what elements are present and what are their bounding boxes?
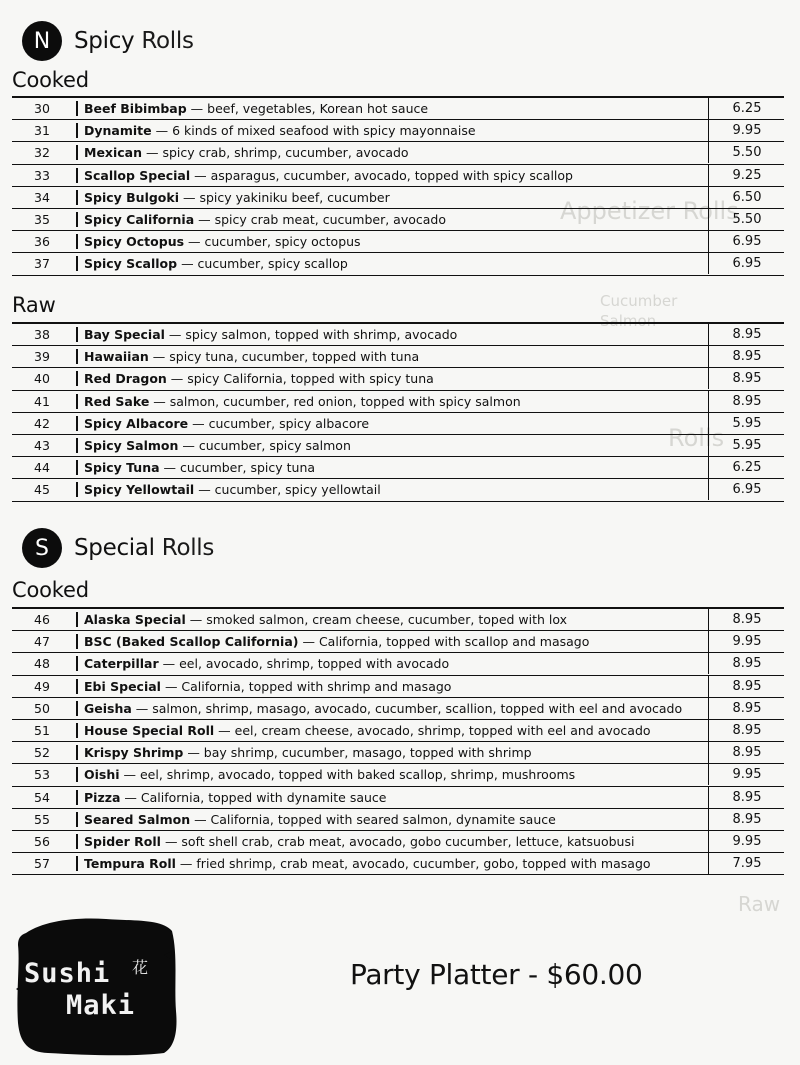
item-name: Spicy Yellowtail — [84, 482, 195, 498]
item-price: 8.95 — [708, 742, 785, 763]
item-name: Geisha — [84, 700, 132, 716]
item-description — [76, 190, 716, 205]
item-number: 49 — [34, 678, 50, 694]
section-title-special — [74, 535, 214, 561]
item-ingredients: — fried shrimp, crab meat, avocado, cucumber, gobo, topped with masago — [175, 856, 651, 872]
item-number: 34 — [34, 189, 50, 205]
item-number: 37 — [34, 256, 50, 272]
menu-item-row — [12, 231, 784, 253]
item-description — [76, 790, 716, 805]
item-description — [76, 812, 716, 827]
item-description — [76, 168, 716, 183]
item-price: 6.95 — [708, 253, 785, 274]
menu-item-row — [12, 98, 784, 120]
item-ingredients: — 6 kinds of mixed seafood with spicy mayonnaise — [151, 123, 476, 139]
item-name: Spider Roll — [84, 833, 161, 849]
item-ingredients: — salmon, cucumber, red onion, topped with spicy salmon — [149, 393, 521, 409]
ghost-appetizer-heading: Appetizer Rolls — [560, 197, 739, 225]
item-price: 8.95 — [708, 346, 785, 367]
menu-item-row — [12, 831, 784, 853]
item-ingredients: — smoked salmon, cream cheese, cucumber, toped with lox — [185, 612, 568, 627]
item-price: 9.25 — [708, 165, 785, 186]
ghost-raw-heading: Raw — [738, 892, 781, 916]
category-title-special-cooked: Cooked — [12, 578, 89, 602]
item-name: BSC (Baked Scallop California) — [84, 634, 299, 650]
item-number: 53 — [34, 767, 50, 783]
item-price: 8.95 — [708, 368, 785, 389]
item-name: Pizza — [84, 789, 121, 805]
item-name: Hawaiian — [84, 349, 149, 365]
item-price: 7.95 — [708, 853, 785, 874]
item-number: 56 — [34, 833, 50, 849]
item-description — [76, 656, 716, 671]
item-name: Dynamite — [84, 123, 152, 139]
item-description — [76, 349, 716, 364]
item-price: 6.95 — [708, 231, 785, 252]
item-ingredients: — spicy yakiniku beef, cucumber — [179, 189, 390, 205]
menu-item-row — [12, 609, 784, 631]
item-name: Beef Bibimbap — [84, 101, 187, 116]
item-number: 52 — [34, 745, 50, 761]
item-name: Spicy Tuna — [84, 460, 160, 476]
menu-item-row — [12, 209, 784, 231]
item-name: Caterpillar — [84, 656, 159, 672]
item-name: Mexican — [84, 145, 143, 161]
menu-item-row — [12, 853, 784, 875]
item-number: 41 — [34, 393, 50, 409]
item-number: 31 — [34, 123, 50, 139]
item-description — [76, 416, 716, 431]
item-ingredients: — California, topped with seared salmon, dynamite sauce — [190, 811, 556, 827]
item-price: 8.95 — [708, 787, 785, 808]
item-description — [76, 856, 716, 871]
section-header-spicy — [22, 20, 194, 62]
item-ingredients: — cucumber, spicy yellowtail — [194, 482, 381, 498]
item-ingredients: — spicy salmon, topped with shrimp, avocado — [164, 327, 458, 342]
item-ingredients: — spicy crab meat, cucumber, avocado — [194, 211, 447, 227]
section-title-word: Spicy — [74, 28, 135, 54]
item-number: 42 — [34, 415, 50, 431]
item-name: Seared Salmon — [84, 811, 191, 827]
item-ingredients: — cucumber, spicy octopus — [184, 234, 361, 250]
section-title-spicy — [74, 28, 194, 54]
item-price: 6.95 — [708, 479, 785, 500]
item-name: Ebi Special — [84, 678, 161, 694]
section-header-special — [22, 527, 214, 569]
item-name: Spicy Scallop — [84, 256, 178, 272]
item-price: 8.95 — [708, 324, 785, 345]
item-price: 8.95 — [708, 809, 785, 830]
item-price: 6.25 — [708, 98, 785, 119]
item-name: Scallop Special — [84, 167, 191, 183]
item-name: Tempura Roll — [84, 856, 176, 872]
item-number: 54 — [34, 789, 50, 805]
item-number: 35 — [34, 211, 50, 227]
item-ingredients: — beef, vegetables, Korean hot sauce — [186, 101, 429, 116]
menu-item-row — [12, 391, 784, 413]
item-ingredients: — California, topped with dynamite sauce — [120, 789, 387, 805]
item-ingredients: — eel, shrimp, avocado, topped with baked scallop, shrimp, mushrooms — [119, 767, 576, 783]
item-price: 9.95 — [708, 831, 785, 852]
item-name: Spicy California — [84, 211, 195, 227]
item-ingredients: — California, topped with shrimp and masago — [160, 678, 452, 694]
item-number: 45 — [34, 482, 50, 498]
item-number: 47 — [34, 634, 50, 650]
menu-item-row — [12, 324, 784, 346]
item-description — [76, 767, 716, 782]
item-ingredients: — spicy crab, shrimp, cucumber, avocado — [142, 145, 409, 161]
menu-item-row — [12, 479, 784, 501]
item-name: Krispy Shrimp — [84, 745, 184, 761]
item-price: 9.95 — [708, 631, 785, 652]
item-description — [76, 438, 716, 453]
item-description — [76, 371, 716, 386]
item-number: 50 — [34, 700, 50, 716]
item-number: 55 — [34, 811, 50, 827]
item-number: 48 — [34, 656, 50, 672]
item-name: Spicy Salmon — [84, 437, 179, 453]
menu-item-row — [12, 368, 784, 390]
item-price: 6.50 — [708, 187, 785, 208]
item-price: 8.95 — [708, 653, 785, 674]
section-title-word: Rolls — [141, 28, 194, 54]
menu-item-row — [12, 698, 784, 720]
item-description — [76, 394, 716, 409]
item-number: 38 — [34, 327, 50, 342]
item-ingredients: — eel, cream cheese, avocado, shrimp, topped with eel and avocado — [214, 722, 651, 738]
item-description — [76, 834, 716, 849]
ghost-cucumber-label: Cucumber — [600, 292, 678, 310]
menu-table-special-cooked — [12, 607, 784, 875]
menu-item-row — [12, 346, 784, 368]
item-ingredients: — salmon, shrimp, masago, avocado, cucumber, scallion, topped with eel and avocado — [131, 700, 683, 716]
item-price: 5.50 — [708, 142, 785, 163]
ghost-rolls-heading: Rolls — [668, 424, 725, 452]
menu-item-row — [12, 631, 784, 653]
item-name: Red Dragon — [84, 371, 167, 387]
item-name: House Special Roll — [84, 722, 215, 738]
item-number: 40 — [34, 371, 50, 387]
item-name: Spicy Octopus — [84, 234, 185, 250]
menu-item-row — [12, 413, 784, 435]
item-description — [76, 679, 716, 694]
item-description — [76, 145, 716, 160]
menu-table-spicy-raw — [12, 322, 784, 502]
item-name: Spicy Albacore — [84, 415, 189, 431]
item-number: 57 — [34, 856, 50, 872]
item-number: 43 — [34, 437, 50, 453]
svg-text:花: 花 — [132, 958, 149, 977]
item-ingredients: — cucumber, spicy tuna — [159, 460, 316, 476]
item-price: 8.95 — [708, 698, 785, 719]
item-price: 5.95 — [708, 435, 785, 456]
menu-item-row — [12, 720, 784, 742]
menu-item-row — [12, 653, 784, 675]
item-description — [76, 101, 716, 116]
item-ingredients: — cucumber, spicy scallop — [177, 256, 348, 272]
item-description — [76, 256, 716, 271]
menu-item-row — [12, 435, 784, 457]
menu-item-row — [12, 120, 784, 142]
item-name: Oishi — [84, 767, 120, 783]
item-price: 8.95 — [708, 720, 785, 741]
item-ingredients: — spicy tuna, cucumber, topped with tuna — [148, 349, 420, 365]
item-number: 33 — [34, 167, 50, 183]
item-ingredients: — cucumber, spicy salmon — [178, 437, 351, 453]
item-ingredients: — soft shell crab, crab meat, avocado, gobo cucumber, lettuce, katsuobusi — [160, 833, 635, 849]
item-ingredients: — cucumber, spicy albacore — [188, 415, 370, 431]
section-badge-n: N — [22, 21, 62, 61]
item-name: Bay Special — [84, 327, 165, 342]
item-description — [76, 634, 716, 649]
item-price: 5.95 — [708, 413, 785, 434]
item-price: 8.95 — [708, 676, 785, 697]
section-title-word: Rolls — [161, 535, 215, 561]
item-ingredients: — spicy California, topped with spicy tuna — [166, 371, 434, 387]
party-platter-price: Party Platter - $60.00 — [350, 958, 643, 991]
item-number: 32 — [34, 145, 50, 161]
logo-line1: Sushi — [24, 958, 111, 989]
item-ingredients: — bay shrimp, cucumber, masago, topped with shrimp — [183, 745, 532, 761]
item-price: 5.50 — [708, 209, 785, 230]
section-badge-s: S — [22, 528, 62, 568]
menu-item-row — [12, 457, 784, 479]
item-description — [76, 723, 716, 738]
item-name: Red Sake — [84, 393, 150, 409]
item-description — [76, 701, 716, 716]
item-number: 30 — [34, 101, 50, 116]
menu-item-row — [12, 809, 784, 831]
item-number: 39 — [34, 349, 50, 365]
item-ingredients: — California, topped with scallop and masago — [298, 634, 590, 650]
item-price: 8.95 — [708, 609, 785, 630]
item-number: 36 — [34, 234, 50, 250]
item-price: 8.95 — [708, 391, 785, 412]
item-price: 9.95 — [708, 120, 785, 141]
item-description — [76, 327, 716, 342]
logo-line2: Maki — [66, 990, 136, 1021]
menu-item-row — [12, 165, 784, 187]
category-title-spicy-cooked: Cooked — [12, 68, 89, 92]
item-number: 51 — [34, 722, 50, 738]
item-name: Spicy Bulgoki — [84, 189, 179, 205]
item-description — [76, 460, 716, 475]
logo-text — [24, 958, 135, 1022]
ghost-salmon-label: Salmon — [600, 312, 657, 330]
item-description — [76, 234, 716, 249]
section-title-word: Special — [74, 535, 155, 561]
menu-item-row — [12, 676, 784, 698]
item-price: 6.25 — [708, 457, 785, 478]
menu-item-row — [12, 253, 784, 275]
item-description — [76, 745, 716, 760]
menu-item-row — [12, 187, 784, 209]
item-ingredients: — asparagus, cucumber, avocado, topped with spicy scallop — [190, 167, 573, 183]
item-name: Alaska Special — [84, 612, 186, 627]
item-number: 46 — [34, 612, 50, 627]
menu-item-row — [12, 764, 784, 786]
item-description — [76, 482, 716, 497]
menu-item-row — [12, 787, 784, 809]
item-price: 9.95 — [708, 764, 785, 785]
item-description — [76, 123, 716, 138]
item-ingredients: — eel, avocado, shrimp, topped with avocado — [158, 656, 450, 672]
item-description — [76, 612, 716, 627]
item-number: 44 — [34, 460, 50, 476]
menu-item-row — [12, 742, 784, 764]
item-description — [76, 212, 716, 227]
menu-table-spicy-cooked — [12, 96, 784, 276]
category-title-spicy-raw: Raw — [12, 293, 56, 317]
menu-item-row — [12, 142, 784, 164]
